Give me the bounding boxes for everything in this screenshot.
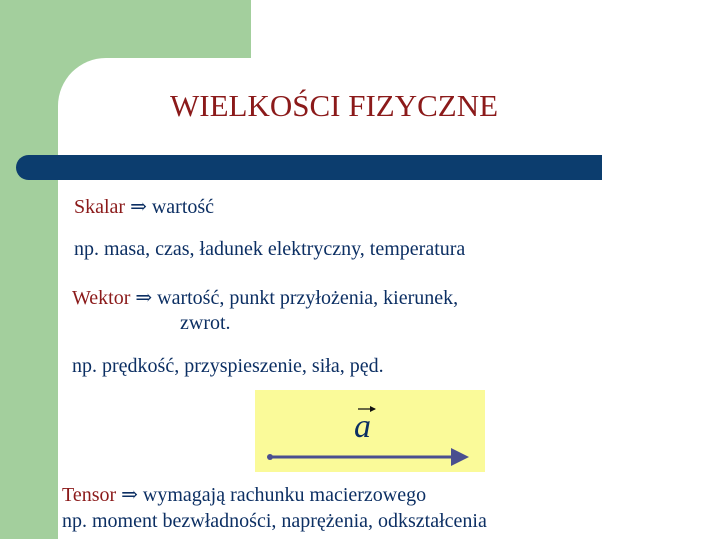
scalar-examples: np. masa, czas, ładunek elektryczny, temperatura	[74, 238, 466, 260]
vector-term: Wektor	[72, 287, 131, 309]
vector-definition-line2: zwrot.	[180, 312, 231, 334]
implies-arrow-icon: ⇒	[121, 484, 138, 506]
vector-symbol: a	[354, 408, 371, 445]
slide-title: WIELKOŚCI FIZYCZNE	[170, 88, 499, 123]
vector-illustration	[255, 390, 485, 472]
vector-definition-line1: wartość, punkt przyłożenia, kierunek,	[157, 287, 459, 309]
vector-definition-line	[72, 285, 458, 310]
scalar-definition-line	[74, 194, 214, 219]
implies-arrow-icon: ⇒	[135, 287, 153, 309]
tensor-term: Tensor	[62, 484, 117, 506]
tensor-definition: wymagają rachunku macierzowego	[142, 484, 427, 506]
implies-arrow-icon: ⇒	[130, 196, 147, 218]
vector-examples: np. prędkość, przyspieszenie, siła, pęd.	[72, 355, 384, 377]
blue-divider-bar	[16, 155, 602, 180]
scalar-term: Skalar	[74, 196, 126, 218]
tensor-definition-line	[62, 482, 426, 507]
tensor-examples: np. moment bezwładności, naprężenia, odkształcenia	[62, 510, 487, 532]
scalar-definition: wartość	[151, 196, 215, 218]
